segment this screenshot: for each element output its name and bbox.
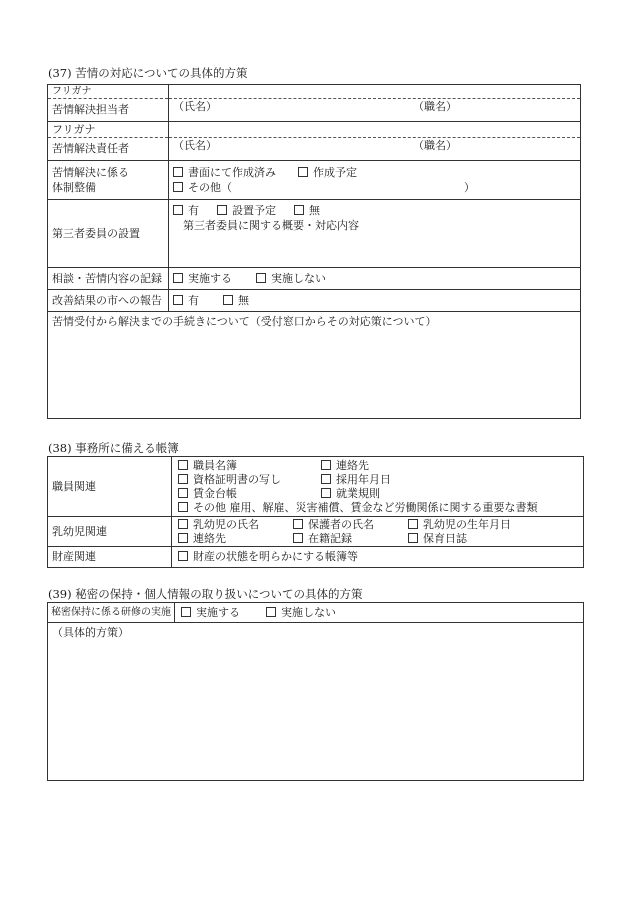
opt-zaiseki: 在籍記録 [308,531,352,545]
kenshu-label: 秘密保持に係る研修の実施 [48,603,175,623]
checkbox-shugyou[interactable] [321,488,331,498]
opt-secchi-yotei-label: 設置予定 [232,204,276,217]
daisansha-label: 第三者委員の設置 [48,200,169,268]
checkbox-sonota[interactable] [173,182,183,192]
kenshu-options [175,603,584,623]
sekininsha-label: 苦情解決責任者 [48,138,169,161]
checkbox-sakusei-yotei[interactable] [298,167,308,177]
zaisan-label: 財産関連 [48,547,172,568]
section-39-title: (39) 秘密の保持・個人情報の取り扱いについての具体的方策 [48,587,363,601]
tetsuzuki-field[interactable] [48,312,581,419]
section-37-title: (37) 苦情の対応についての具体的方策 [48,66,248,80]
shokuin-label: 職員関連 [48,457,172,517]
daisansha-gaiyo-label: 第三者委員に関する概要・対応内容 [183,219,359,232]
ledger-table [47,456,584,568]
furigana-label-1: フリガナ [48,85,169,99]
checkbox-nyuyouji-renrakusaki[interactable] [178,533,188,543]
checkbox-shomen[interactable] [173,167,183,177]
checkbox-zaiseki[interactable] [293,533,303,543]
opt-chingin: 賃金台帳 [193,486,237,500]
opt-hogosha: 保護者の氏名 [308,517,374,531]
opt-jisshi-label: 実施する [188,271,232,285]
opt-shomen-label: 書面にて作成済み [188,166,276,179]
checkbox-shikaku[interactable] [178,474,188,484]
opt-kenshu-jisshi: 実施する [196,605,240,619]
checkbox-hoiku-nisshi[interactable] [408,533,418,543]
opt-jisshi-shinai-label: 実施しない [271,271,326,285]
checkbox-daisansha-yu[interactable] [173,205,183,215]
shimei-label: （氏名） [173,100,217,113]
opt-nyuyouji-renrakusaki: 連絡先 [193,531,226,545]
checkbox-kenshu-jisshi-shinai[interactable] [266,607,276,617]
opt-yu-label: 有 [188,204,199,217]
tantousha-label: 苦情解決担当者 [48,99,169,122]
checkbox-kiroku-jisshi-shinai[interactable] [256,273,266,283]
shokuin-options [172,457,584,517]
nyuyouji-label: 乳幼児関連 [48,517,172,547]
opt-houkoku-yu-label: 有 [188,293,199,307]
checkbox-houkoku-yu[interactable] [173,295,183,305]
opt-renrakusaki: 連絡先 [336,458,369,472]
kiroku-label: 相談・苦情内容の記録 [48,268,169,290]
shokumei-label: （職名） [413,139,457,152]
section-38-title: (38) 事務所に備える帳簿 [48,441,179,455]
opt-saiyou: 採用年月日 [336,472,391,486]
opt-yotei-label: 作成予定 [313,166,357,179]
complaint-table [47,84,581,419]
tantousha-field[interactable] [169,99,581,122]
opt-mu-label: 無 [309,204,320,217]
checkbox-shokuin-meibo[interactable] [178,460,188,470]
houkoku-label: 改善結果の市への報告 [48,290,169,312]
taisei-options [169,161,581,200]
sekininsha-field[interactable] [169,138,581,161]
checkbox-houkoku-mu[interactable] [223,295,233,305]
checkbox-kiroku-jisshi[interactable] [173,273,183,283]
taisei-label [48,161,169,200]
checkbox-shokuin-sonota[interactable] [178,502,188,512]
tetsuzuki-label: 苦情受付から解決までの手続きについて（受付窓口からその対応策について） [52,315,437,328]
checkbox-seinengappi[interactable] [408,519,418,529]
checkbox-zaisan[interactable] [178,551,188,561]
checkbox-hogosha[interactable] [293,519,303,529]
checkbox-secchi-yotei[interactable] [217,205,227,215]
close-paren: ） [464,181,475,194]
checkbox-nyuyouji-shimei[interactable] [178,519,188,529]
nyuyouji-options [172,517,584,547]
opt-sonota-label: その他（ [188,181,232,194]
daisansha-field [169,200,581,268]
checkbox-kenshu-jisshi[interactable] [181,607,191,617]
taisei-label-line1: 苦情解決に係る [52,166,129,179]
opt-hoiku-nisshi: 保育日誌 [423,531,467,545]
gutaiteki-label: （具体的方策） [52,626,129,639]
opt-shokuin-meibo: 職員名簿 [193,458,237,472]
kiroku-options [169,268,581,290]
opt-kenshu-jisshi-shinai: 実施しない [281,605,336,619]
furigana-input-2[interactable] [169,122,581,138]
opt-shugyou: 就業規則 [336,486,380,500]
gutaiteki-field[interactable] [48,623,584,781]
zaisan-options [172,547,584,568]
opt-shokuin-sonota: その他 雇用、解雇、災害補償、賃金など労働関係に関する重要な書類 [193,500,538,514]
checkbox-daisansha-mu[interactable] [294,205,304,215]
privacy-table [47,602,584,781]
furigana-input-1[interactable] [169,85,581,99]
houkoku-options [169,290,581,312]
taisei-label-line2: 体制整備 [52,181,96,194]
opt-seinengappi: 乳幼児の生年月日 [423,517,511,531]
checkbox-saiyou[interactable] [321,474,331,484]
shimei-label: （氏名） [173,139,217,152]
opt-zaisan: 財産の状態を明らかにする帳簿等 [193,550,358,563]
opt-nyuyouji-shimei: 乳幼児の氏名 [193,517,259,531]
shokumei-label: （職名） [413,100,457,113]
furigana-label-2: フリガナ [48,122,169,138]
opt-houkoku-mu-label: 無 [238,293,249,307]
checkbox-chingin[interactable] [178,488,188,498]
checkbox-renrakusaki[interactable] [321,460,331,470]
opt-shikaku: 資格証明書の写し [193,472,281,486]
